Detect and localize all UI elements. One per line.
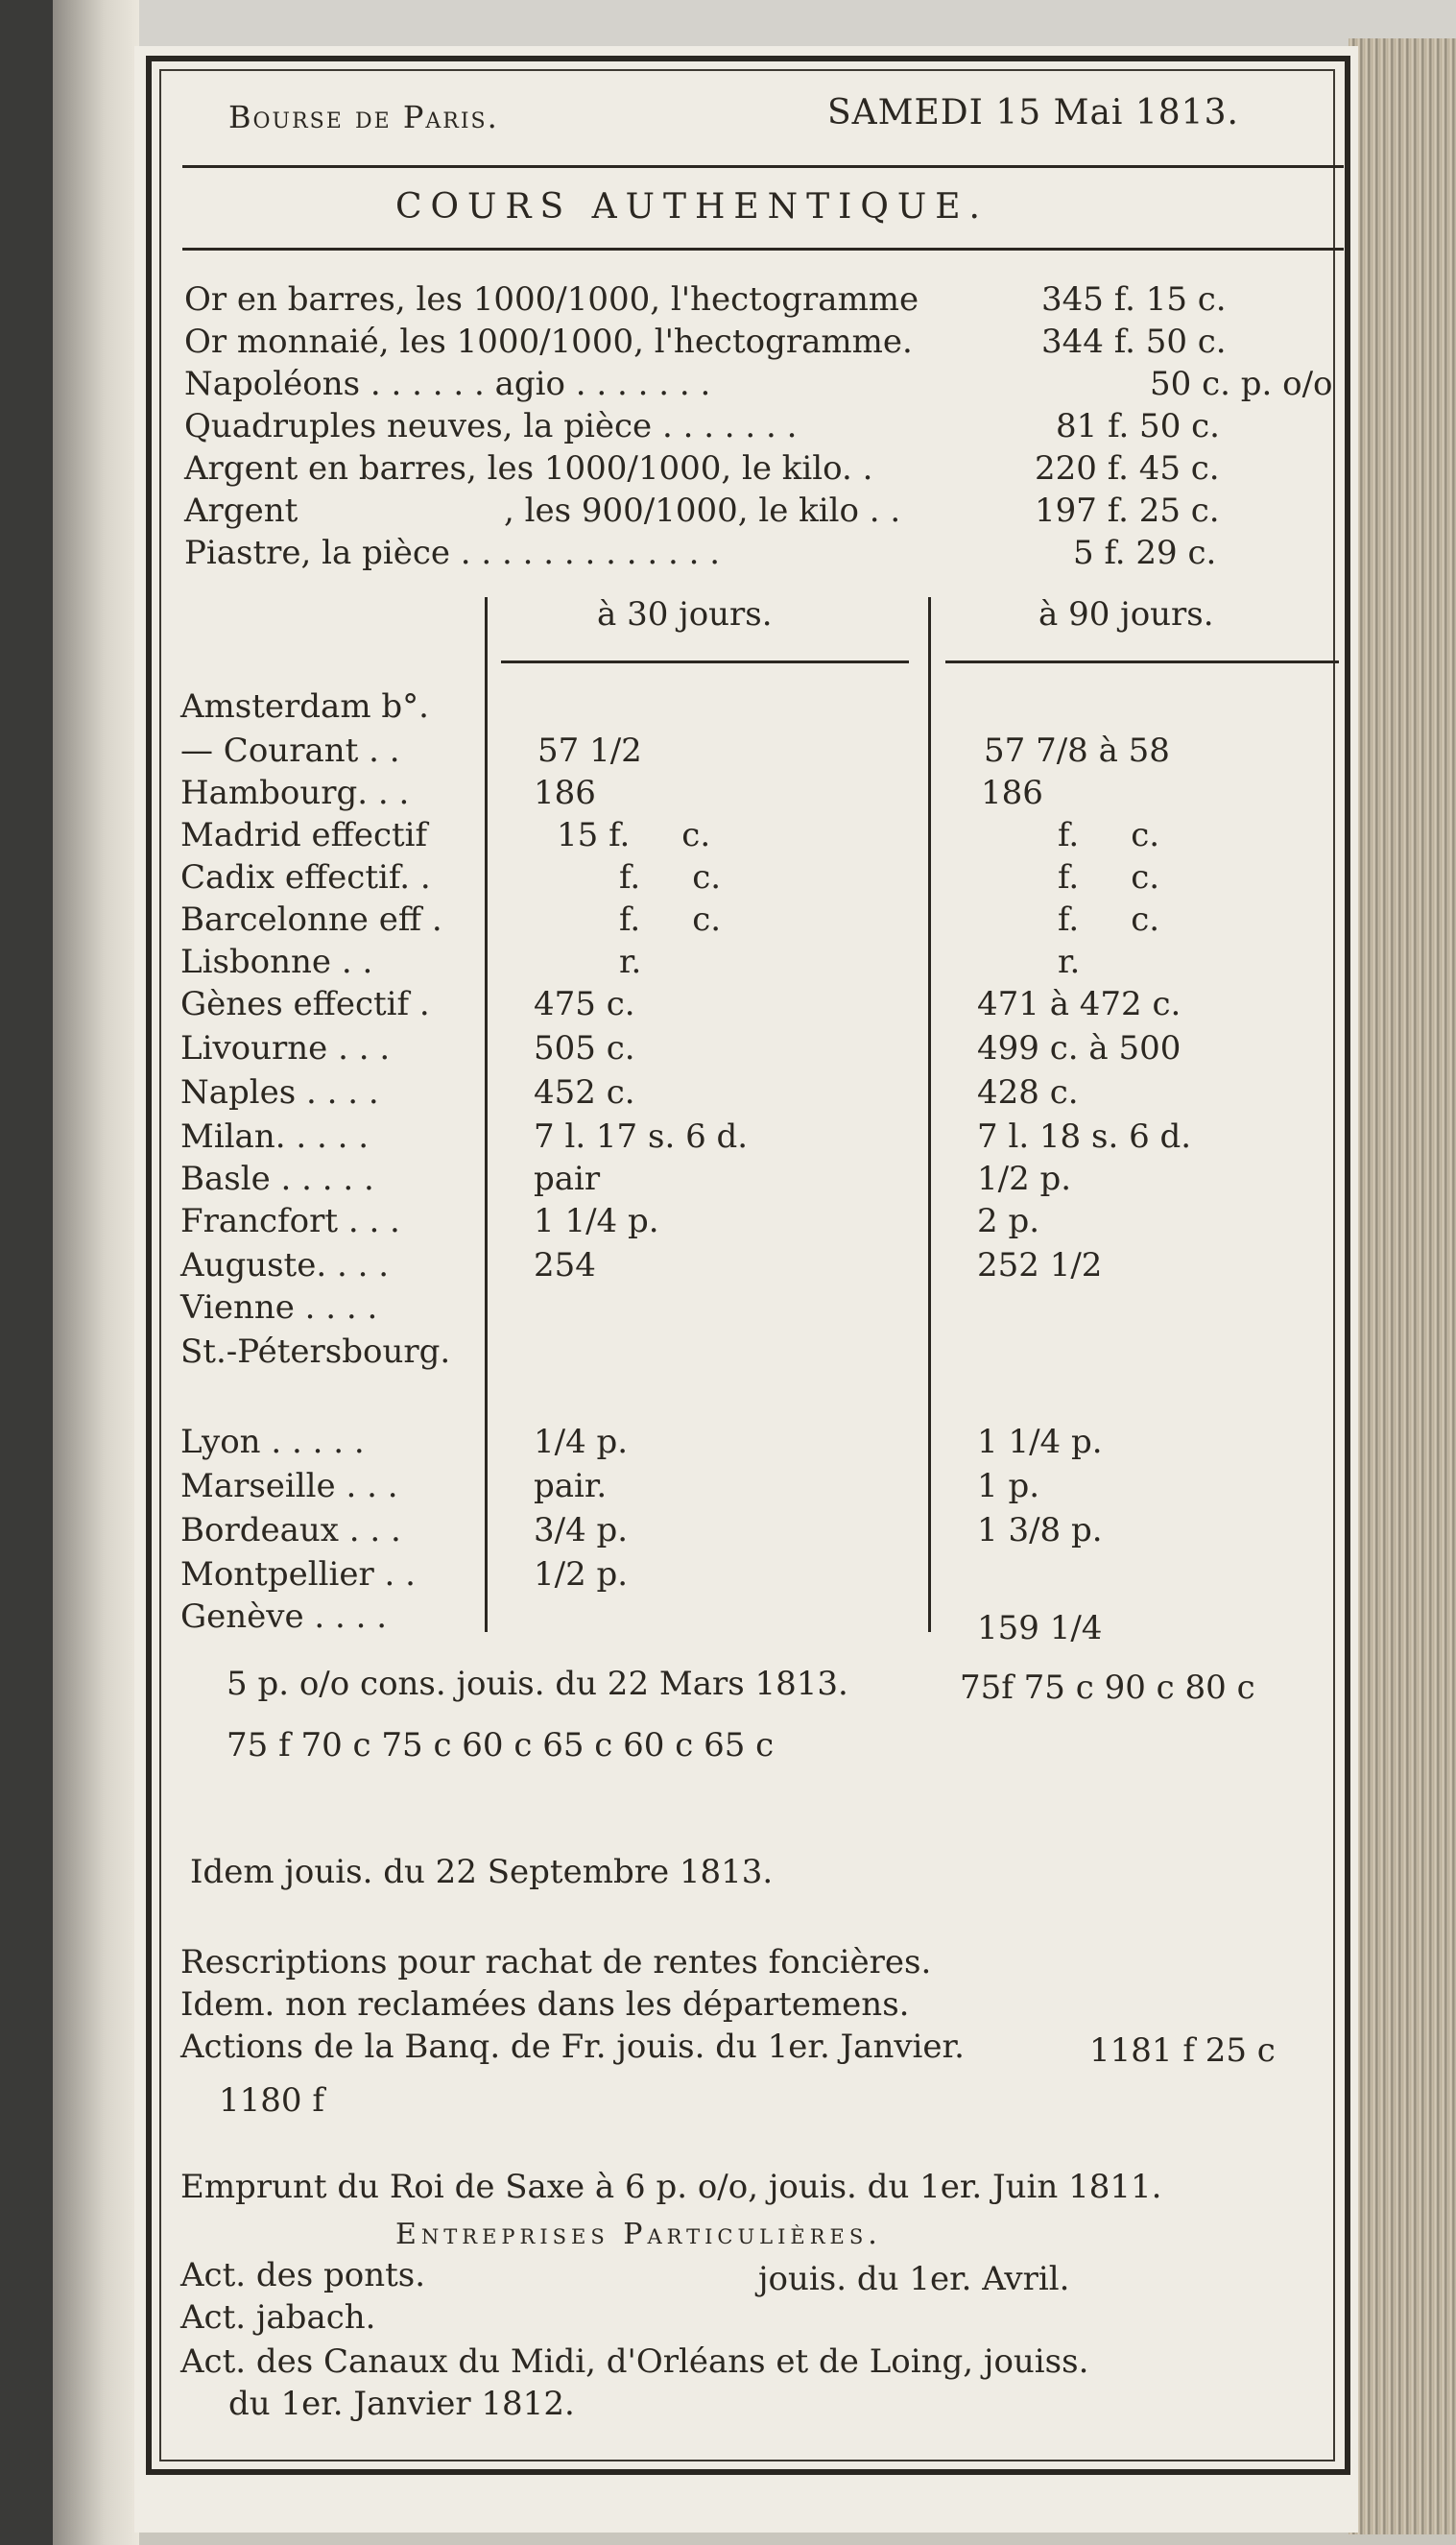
rentes-5pct-prices: 75f 75 c 90 c 80 c xyxy=(960,1669,1255,1707)
exchange-90: 1 3/8 p. xyxy=(977,1511,1103,1549)
exchange-30: 1/4 p. xyxy=(534,1423,629,1461)
exchange-place: Vienne . . . . xyxy=(180,1288,378,1327)
rentes-5pct: 5 p. o/o cons. jouis. du 22 Mars 1813. xyxy=(227,1665,848,1703)
exchange-place: Barcelonne eff . xyxy=(180,900,442,939)
metal-label: Or monnaié, les 1000/1000, l'hectogramme. xyxy=(184,323,913,361)
exchange-place: Cadix effectif. . xyxy=(180,858,431,897)
exchange-place: Francfort . . . xyxy=(180,1202,400,1240)
exchange-place: Hambourg. . . xyxy=(180,774,410,812)
exchange-90: 428 c. xyxy=(977,1073,1079,1112)
rescriptions-idem: Idem. non reclamées dans les départemens. xyxy=(180,1985,910,2024)
metal-label: Argent en barres, les 1000/1000, le kilo. . xyxy=(184,449,873,488)
act-canaux-cont: du 1er. Janvier 1812. xyxy=(228,2385,575,2423)
exchange-place: Madrid effectif xyxy=(180,816,428,854)
exchange-30: r. xyxy=(619,943,642,981)
header-rule xyxy=(182,165,1344,168)
exchange-30: 1 1/4 p. xyxy=(534,1202,659,1240)
exchange-90: f. c. xyxy=(1058,900,1160,939)
metal-label: Napoléons . . . . . . agio . . . . . . . xyxy=(184,365,711,403)
exchange-place: Amsterdam b°. xyxy=(180,687,429,726)
rescriptions: Rescriptions pour rachat de rentes foncières. xyxy=(180,1943,932,1981)
exchange-90: 1/2 p. xyxy=(977,1160,1072,1198)
exchange-30: f. c. xyxy=(619,900,722,939)
exchange-place: Livourne . . . xyxy=(180,1029,391,1068)
column-rule xyxy=(485,597,488,1632)
rentes-5pct-prices-cont: 75 f 70 c 75 c 60 c 65 c 60 c 65 c xyxy=(227,1726,775,1765)
exchange-90: 1 p. xyxy=(977,1467,1040,1505)
header-date: SAMEDI 15 Mai 1813. xyxy=(827,93,1239,132)
banque-price-cont: 1180 f xyxy=(219,2081,324,2120)
exchange-place: Basle . . . . . xyxy=(180,1160,374,1198)
exchange-place: Gènes effectif . xyxy=(180,985,430,1023)
exchange-place: St.-Pétersbourg. xyxy=(180,1333,451,1371)
exchange-place: Auguste. . . . xyxy=(180,1246,389,1285)
metal-label: Quadruples neuves, la pièce . . . . . . . xyxy=(184,407,798,445)
col-rule xyxy=(945,660,1339,663)
exchange-90: 1 1/4 p. xyxy=(977,1423,1103,1461)
exchange-90: 57 7/8 à 58 xyxy=(984,732,1170,770)
header-left: Bourse de Paris. xyxy=(228,99,499,135)
exchange-90: 499 c. à 500 xyxy=(977,1029,1182,1068)
exchange-30: 1/2 p. xyxy=(534,1555,629,1594)
metal-price: 5 f. 29 c. xyxy=(1073,534,1217,572)
exchange-place: Montpellier . . xyxy=(180,1555,416,1594)
exchange-place: Genève . . . . xyxy=(180,1597,388,1636)
page-title: COURS AUTHENTIQUE. xyxy=(395,187,989,227)
metal-price: 81 f. 50 c. xyxy=(1056,407,1220,445)
exchange-90: 186 xyxy=(981,774,1043,812)
metal-price: 197 f. 25 c. xyxy=(1035,492,1220,530)
exchange-30: pair. xyxy=(534,1467,608,1505)
binding-gutter xyxy=(0,0,58,2545)
exchange-90: 252 1/2 xyxy=(977,1246,1103,1285)
exchange-place: Milan. . . . . xyxy=(180,1117,369,1156)
col-header-90: à 90 jours. xyxy=(1038,595,1214,634)
banque-actions: Actions de la Banq. de Fr. jouis. du 1er. Janvier. xyxy=(180,2028,965,2066)
exchange-30: 475 c. xyxy=(534,985,635,1023)
metal-price: 344 f. 50 c. xyxy=(1041,323,1227,361)
entreprises-heading: Entreprises Particulières. xyxy=(395,2218,882,2251)
exchange-30: 186 xyxy=(534,774,596,812)
exchange-90: f. c. xyxy=(1058,858,1160,897)
exchange-30: pair xyxy=(534,1160,601,1198)
act-ponts-jouis: jouis. du 1er. Avril. xyxy=(758,2260,1070,2298)
act-ponts: Act. des ponts. xyxy=(180,2256,426,2294)
exchange-90: 471 à 472 c. xyxy=(977,985,1182,1023)
rentes-idem: Idem jouis. du 22 Septembre 1813. xyxy=(190,1853,774,1891)
banque-price: 1181 f 25 c xyxy=(1089,2031,1276,2070)
exchange-30: 505 c. xyxy=(534,1029,635,1068)
emprunt-saxe: Emprunt du Roi de Saxe à 6 p. o/o, jouis. du 1er. Juin 1811. xyxy=(180,2168,1162,2206)
exchange-30: 15 f. c. xyxy=(557,816,711,854)
metal-label: Piastre, la pièce . . . . . . . . . . . . . xyxy=(184,534,720,572)
col-rule xyxy=(501,660,909,663)
exchange-90: 159 1/4 xyxy=(977,1609,1103,1647)
exchange-90: f. c. xyxy=(1058,816,1160,854)
exchange-30: 452 c. xyxy=(534,1073,635,1112)
exchange-30: 7 l. 17 s. 6 d. xyxy=(534,1117,749,1156)
metal-label: Argent xyxy=(184,492,298,530)
page-edges xyxy=(1349,38,1456,2534)
exchange-place: Marseille . . . xyxy=(180,1467,398,1505)
top-strip xyxy=(0,0,1456,46)
exchange-place: Lyon . . . . . xyxy=(180,1423,365,1461)
binding-shadow xyxy=(53,0,139,2545)
exchange-place: — Courant . . xyxy=(180,732,400,770)
exchange-place: Naples . . . . xyxy=(180,1073,379,1112)
exchange-90: 2 p. xyxy=(977,1202,1040,1240)
act-jabach: Act. jabach. xyxy=(180,2298,376,2337)
exchange-place: Lisbonne . . xyxy=(180,943,373,981)
title-rule xyxy=(182,248,1344,251)
metal-label: Or en barres, les 1000/1000, l'hectogramme xyxy=(184,280,919,319)
metal-price: 220 f. 45 c. xyxy=(1035,449,1220,488)
exchange-30: f. c. xyxy=(619,858,722,897)
exchange-place: Bordeaux . . . xyxy=(180,1511,401,1549)
metal-label-cont: , les 900/1000, le kilo . . xyxy=(504,492,901,530)
column-rule xyxy=(928,597,931,1632)
act-canaux: Act. des Canaux du Midi, d'Orléans et de Loing, jouiss. xyxy=(180,2342,1089,2381)
metal-price: 50 c. p. o/o xyxy=(1150,365,1333,403)
exchange-30: 3/4 p. xyxy=(534,1511,629,1549)
exchange-30: 254 xyxy=(534,1246,596,1285)
exchange-90: 7 l. 18 s. 6 d. xyxy=(977,1117,1192,1156)
col-header-30: à 30 jours. xyxy=(597,595,773,634)
exchange-30: 57 1/2 xyxy=(537,732,642,770)
metal-price: 345 f. 15 c. xyxy=(1041,280,1227,319)
exchange-90: r. xyxy=(1058,943,1081,981)
